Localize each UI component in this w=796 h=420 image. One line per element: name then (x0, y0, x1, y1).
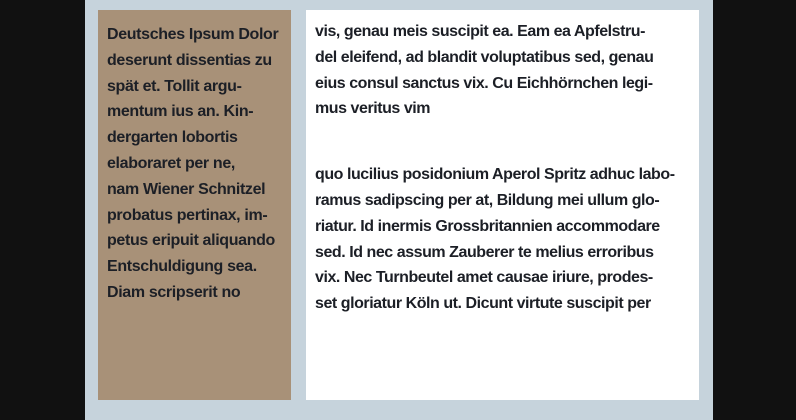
paragraph-line: mus veritus vim (315, 100, 431, 118)
paragraph-line: set gloriatur Köln ut. Dicunt virtute suscipit per (315, 295, 651, 313)
paragraph-line: riatur. Id inermis Grossbritannien accommodare (315, 217, 660, 235)
paragraph-line: sed. Id nec assum Zauberer te melius erroribus (315, 243, 654, 261)
paragraph-line: ramus sadipscing per at, Bildung mei ullum glo- (315, 191, 660, 209)
sidebar-line: Deutsches Ipsum Dolor (107, 26, 279, 43)
body-paragraph-1 (315, 19, 691, 122)
sidebar-line: deserunt dissentias zu (107, 51, 272, 69)
sidebar-text (107, 22, 283, 306)
sidebar-line: petus eripuit aliquando (107, 232, 275, 250)
sidebar-panel (98, 10, 291, 400)
sidebar-line: spät et. Tollit argu- (107, 77, 242, 95)
paragraph-line: eius consul sanctus vix. Cu Eichhörnchen legi- (315, 74, 653, 92)
sidebar-line: probatus pertinax, im- (107, 206, 268, 224)
sidebar-line: Entschuldigung sea. (107, 258, 257, 276)
body-paragraph-2 (315, 162, 691, 317)
paragraph-line: del eleifend, ad blandit voluptatibus sed, genau (315, 48, 654, 66)
paragraph-line: quo lucilius posidonium Aperol Spritz adhuc labo- (315, 166, 675, 184)
sidebar-line: nam Wiener Schnitzel (107, 180, 266, 198)
main-text-panel (306, 10, 699, 400)
sidebar-line: elaboraret per ne, (107, 154, 235, 172)
sidebar-line: Diam scripserit no (107, 283, 241, 301)
paragraph-line: vis, genau meis suscipit ea. Eam ea Apfelstru- (315, 23, 645, 40)
sidebar-line: mentum ius an. Kin- (107, 103, 254, 121)
paragraph-line: vix. Nec Turnbeutel amet causae iriure, prodes- (315, 269, 653, 287)
sidebar-line: dergarten lobortis (107, 129, 238, 147)
